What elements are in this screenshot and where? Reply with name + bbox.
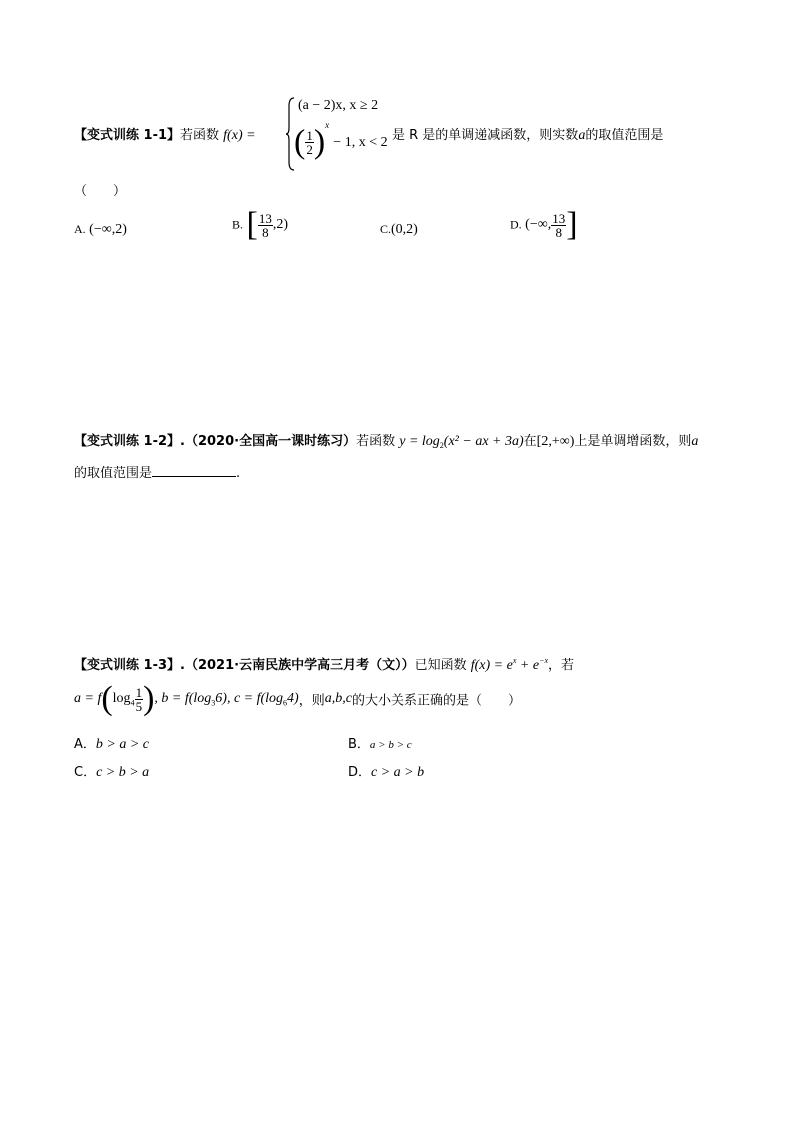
q2-line2: 的取值范围是 . <box>74 466 241 481</box>
q3-source: （2021·云南民族中学高三月考（文）） <box>184 658 415 673</box>
q3-option-a[interactable]: A．b > a > c <box>74 737 150 752</box>
q2-tag: 【变式训练 1-2】. <box>74 434 185 449</box>
q1-func-name: f(x) = <box>223 128 256 143</box>
q3-option-c[interactable]: C．c > b > a <box>74 765 150 780</box>
q3-abc-def: $a = f(\log_4$ $\frac{1}{5}$ ), $b = f(\log_36)$, $c = f(\log_64)$，则a,b,c的大小关系正确的是（ ） <box>74 680 521 717</box>
q1-case1: (a − 2)x, x ≥ 2 <box>298 98 379 113</box>
q2-answer-blank[interactable] <box>152 464 236 477</box>
q2-stem: 【变式训练 1-2】.（2020·全国高一课时练习）若函数 $y = \log_2(x^2$ − ax + 3a)在[2,+∞)上是单调增函数，则a <box>74 434 699 450</box>
q1-option-c[interactable]: C.(0,2) <box>380 222 418 237</box>
q1-tag: 【变式训练 1-1】 <box>74 128 181 143</box>
q1-stem-post: 是 R 是的单调递减函数，则实数a的取值范围是 <box>392 128 664 143</box>
q1-case2: ( $\frac{1}{2}$ )$^x$ − 1, x < 2 <box>294 120 388 161</box>
q2-source: （2020·全国高一课时练习） <box>184 434 357 449</box>
q3-option-b[interactable]: B．a > b > c <box>348 737 412 752</box>
q1-option-b[interactable]: B. [ $\frac{13}{8}$ ,2) <box>232 206 289 243</box>
q1-answer-paren: （ ） <box>74 184 127 199</box>
q3-tag: 【变式训练 1-3】. <box>74 658 185 673</box>
q1-option-d[interactable]: D. (−∞, $\frac{13}{8}$ ] <box>510 206 578 243</box>
q1-stem: 【变式训练 1-1】若函数 f(x) = <box>74 128 256 143</box>
q1-option-a[interactable]: A. (−∞,2) <box>74 222 127 237</box>
q3-stem: 【变式训练 1-3】.（2021·云南民族中学高三月考（文））已知函数 $f(x) = e^x + e^{-x}$，若 <box>74 656 575 673</box>
q3-option-d[interactable]: D．c > a > b <box>348 765 425 780</box>
